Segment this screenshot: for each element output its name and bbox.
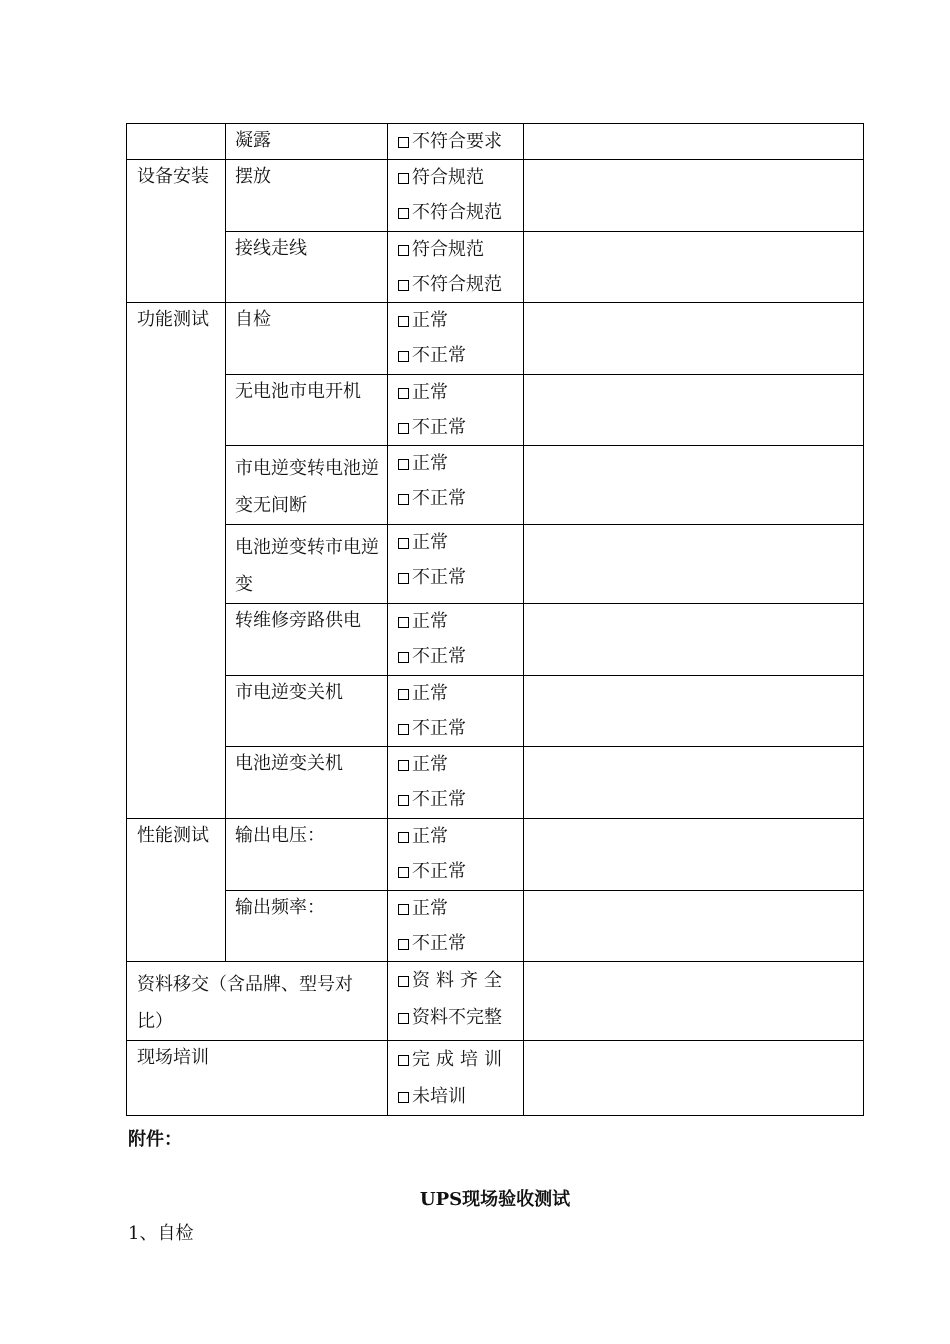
option-checkbox[interactable] — [398, 525, 523, 560]
section-title: UPS现场验收测试 — [419, 1189, 571, 1210]
option-checkbox[interactable] — [398, 819, 523, 854]
options-cell — [388, 124, 524, 160]
item-cell: 凝露 — [226, 124, 388, 160]
options-cell — [388, 446, 524, 525]
item-cell: 输出电压： — [226, 819, 388, 891]
acceptance-table — [126, 123, 864, 1116]
option-label: 不符合要求 — [412, 131, 502, 152]
remarks-cell[interactable] — [524, 604, 864, 676]
options-cell — [388, 160, 524, 232]
option-checkbox[interactable] — [398, 124, 523, 159]
options-cell — [388, 303, 524, 375]
item-cell: 接线走线 — [226, 232, 388, 303]
checkbox-icon[interactable] — [398, 1013, 409, 1024]
checkbox-icon[interactable] — [398, 1055, 409, 1066]
checkbox-icon[interactable] — [398, 795, 409, 806]
checkbox-icon[interactable] — [398, 137, 409, 148]
checkbox-icon[interactable] — [398, 1092, 409, 1103]
options-cell — [388, 525, 524, 604]
checkbox-icon[interactable] — [398, 939, 409, 950]
item-cell: 电池逆变转市电逆变 — [226, 525, 388, 604]
table-row — [127, 676, 864, 747]
category-cell: 设备安装 — [127, 160, 226, 303]
option-label: 不正常 — [412, 488, 466, 509]
table-row — [127, 160, 864, 232]
category-cell — [127, 124, 226, 160]
remarks-cell[interactable] — [524, 962, 864, 1041]
options-cell — [388, 747, 524, 819]
remarks-cell[interactable] — [524, 819, 864, 891]
options-cell — [388, 375, 524, 446]
option-label: 完成培训 — [412, 1049, 508, 1070]
option-label: 不符合规范 — [412, 202, 502, 223]
option-label: 正常 — [412, 382, 448, 403]
option-checkbox[interactable] — [398, 160, 523, 195]
table-row — [127, 747, 864, 819]
checkbox-icon[interactable] — [398, 760, 409, 771]
checkbox-icon[interactable] — [398, 316, 409, 327]
checkbox-icon[interactable] — [398, 280, 409, 291]
option-checkbox[interactable] — [398, 926, 523, 961]
table-row — [127, 525, 864, 604]
checkbox-icon[interactable] — [398, 617, 409, 628]
remarks-cell[interactable] — [524, 160, 864, 232]
table-row — [127, 232, 864, 303]
option-checkbox[interactable] — [398, 338, 523, 373]
option-checkbox[interactable] — [398, 267, 523, 302]
option-checkbox[interactable] — [398, 962, 523, 999]
checkbox-icon[interactable] — [398, 494, 409, 505]
category-cell: 功能测试 — [127, 303, 226, 819]
remarks-cell[interactable] — [524, 375, 864, 446]
item-cell: 转维修旁路供电 — [226, 604, 388, 676]
option-label: 不正常 — [412, 417, 466, 438]
checkbox-icon[interactable] — [398, 573, 409, 584]
table-row — [127, 819, 864, 891]
checkbox-icon[interactable] — [398, 351, 409, 362]
option-label: 未培训 — [412, 1086, 466, 1107]
option-checkbox[interactable] — [398, 410, 523, 445]
option-checkbox[interactable] — [398, 854, 523, 889]
option-label: 正常 — [412, 310, 448, 331]
table-row — [127, 124, 864, 160]
remarks-cell[interactable] — [524, 676, 864, 747]
checkbox-icon[interactable] — [398, 173, 409, 184]
item-cell: 自检 — [226, 303, 388, 375]
checkbox-icon[interactable] — [398, 904, 409, 915]
remarks-cell[interactable] — [524, 446, 864, 525]
checkbox-icon[interactable] — [398, 832, 409, 843]
remarks-cell[interactable] — [524, 525, 864, 604]
option-checkbox[interactable] — [398, 303, 523, 338]
option-label: 正常 — [412, 683, 448, 704]
table-row — [127, 891, 864, 962]
table-row — [127, 446, 864, 525]
option-checkbox[interactable] — [398, 560, 523, 595]
option-checkbox[interactable] — [398, 481, 523, 516]
checkbox-icon[interactable] — [398, 652, 409, 663]
option-label: 正常 — [412, 611, 448, 632]
option-label: 正常 — [412, 754, 448, 775]
option-checkbox[interactable] — [398, 604, 523, 639]
checkbox-icon[interactable] — [398, 867, 409, 878]
option-checkbox[interactable] — [398, 639, 523, 674]
remarks-cell[interactable] — [524, 124, 864, 160]
options-cell — [388, 604, 524, 676]
checkbox-icon[interactable] — [398, 724, 409, 735]
option-checkbox[interactable] — [398, 1078, 523, 1115]
item-cell: 电池逆变关机 — [226, 747, 388, 819]
option-label: 资料不完整 — [412, 1007, 502, 1028]
checkbox-icon[interactable] — [398, 459, 409, 470]
checkbox-icon[interactable] — [398, 388, 409, 399]
category-cell: 性能测试 — [127, 819, 226, 962]
item-cell: 无电池市电开机 — [226, 375, 388, 446]
option-label: 正常 — [412, 453, 448, 474]
option-label: 正常 — [412, 898, 448, 919]
options-cell — [388, 819, 524, 891]
options-cell — [388, 676, 524, 747]
option-checkbox[interactable] — [398, 375, 523, 410]
item-cell: 摆放 — [226, 160, 388, 232]
checkbox-icon[interactable] — [398, 423, 409, 434]
checkbox-icon[interactable] — [398, 208, 409, 219]
option-label: 不正常 — [412, 718, 466, 739]
options-cell — [388, 891, 524, 962]
remarks-cell[interactable] — [524, 232, 864, 303]
table-row — [127, 303, 864, 375]
option-label: 符合规范 — [412, 239, 484, 260]
option-label: 资料齐全 — [412, 970, 508, 991]
option-label: 正常 — [412, 826, 448, 847]
option-label: 不符合规范 — [412, 274, 502, 295]
option-checkbox[interactable] — [398, 999, 523, 1036]
option-checkbox[interactable] — [398, 1041, 523, 1078]
option-checkbox[interactable] — [398, 711, 523, 746]
option-checkbox[interactable] — [398, 747, 523, 782]
option-checkbox[interactable] — [398, 195, 523, 230]
option-label: 不正常 — [412, 933, 466, 954]
remarks-cell[interactable] — [524, 747, 864, 819]
table-row — [127, 604, 864, 676]
options-cell — [388, 962, 524, 1041]
remarks-cell[interactable] — [524, 303, 864, 375]
option-label: 不正常 — [412, 345, 466, 366]
option-checkbox[interactable] — [398, 782, 523, 817]
remarks-cell[interactable] — [524, 891, 864, 962]
checkbox-icon[interactable] — [398, 245, 409, 256]
item-cell: 市电逆变关机 — [226, 676, 388, 747]
option-label: 不正常 — [412, 567, 466, 588]
category-cell: 资料移交（含品牌、型号对比） — [127, 962, 388, 1041]
option-checkbox[interactable] — [398, 891, 523, 926]
checkbox-icon[interactable] — [398, 689, 409, 700]
option-label: 不正常 — [412, 861, 466, 882]
option-checkbox[interactable] — [398, 232, 523, 267]
remarks-cell[interactable] — [524, 1041, 864, 1116]
option-label: 不正常 — [412, 646, 466, 667]
option-label: 不正常 — [412, 789, 466, 810]
checkbox-icon[interactable] — [398, 538, 409, 549]
section-heading: 1、自检 — [128, 1223, 194, 1244]
table-row — [127, 1041, 864, 1116]
option-checkbox[interactable] — [398, 676, 523, 711]
item-cell: 市电逆变转电池逆变无间断 — [226, 446, 388, 525]
annex-label: 附件： — [128, 1129, 182, 1150]
option-checkbox[interactable] — [398, 446, 523, 481]
item-cell: 输出频率： — [226, 891, 388, 962]
options-cell — [388, 232, 524, 303]
table-row — [127, 962, 864, 1041]
checkbox-icon[interactable] — [398, 976, 409, 987]
table-row — [127, 375, 864, 446]
option-label: 正常 — [412, 532, 448, 553]
options-cell — [388, 1041, 524, 1116]
category-cell: 现场培训 — [127, 1041, 388, 1116]
option-label: 符合规范 — [412, 167, 484, 188]
